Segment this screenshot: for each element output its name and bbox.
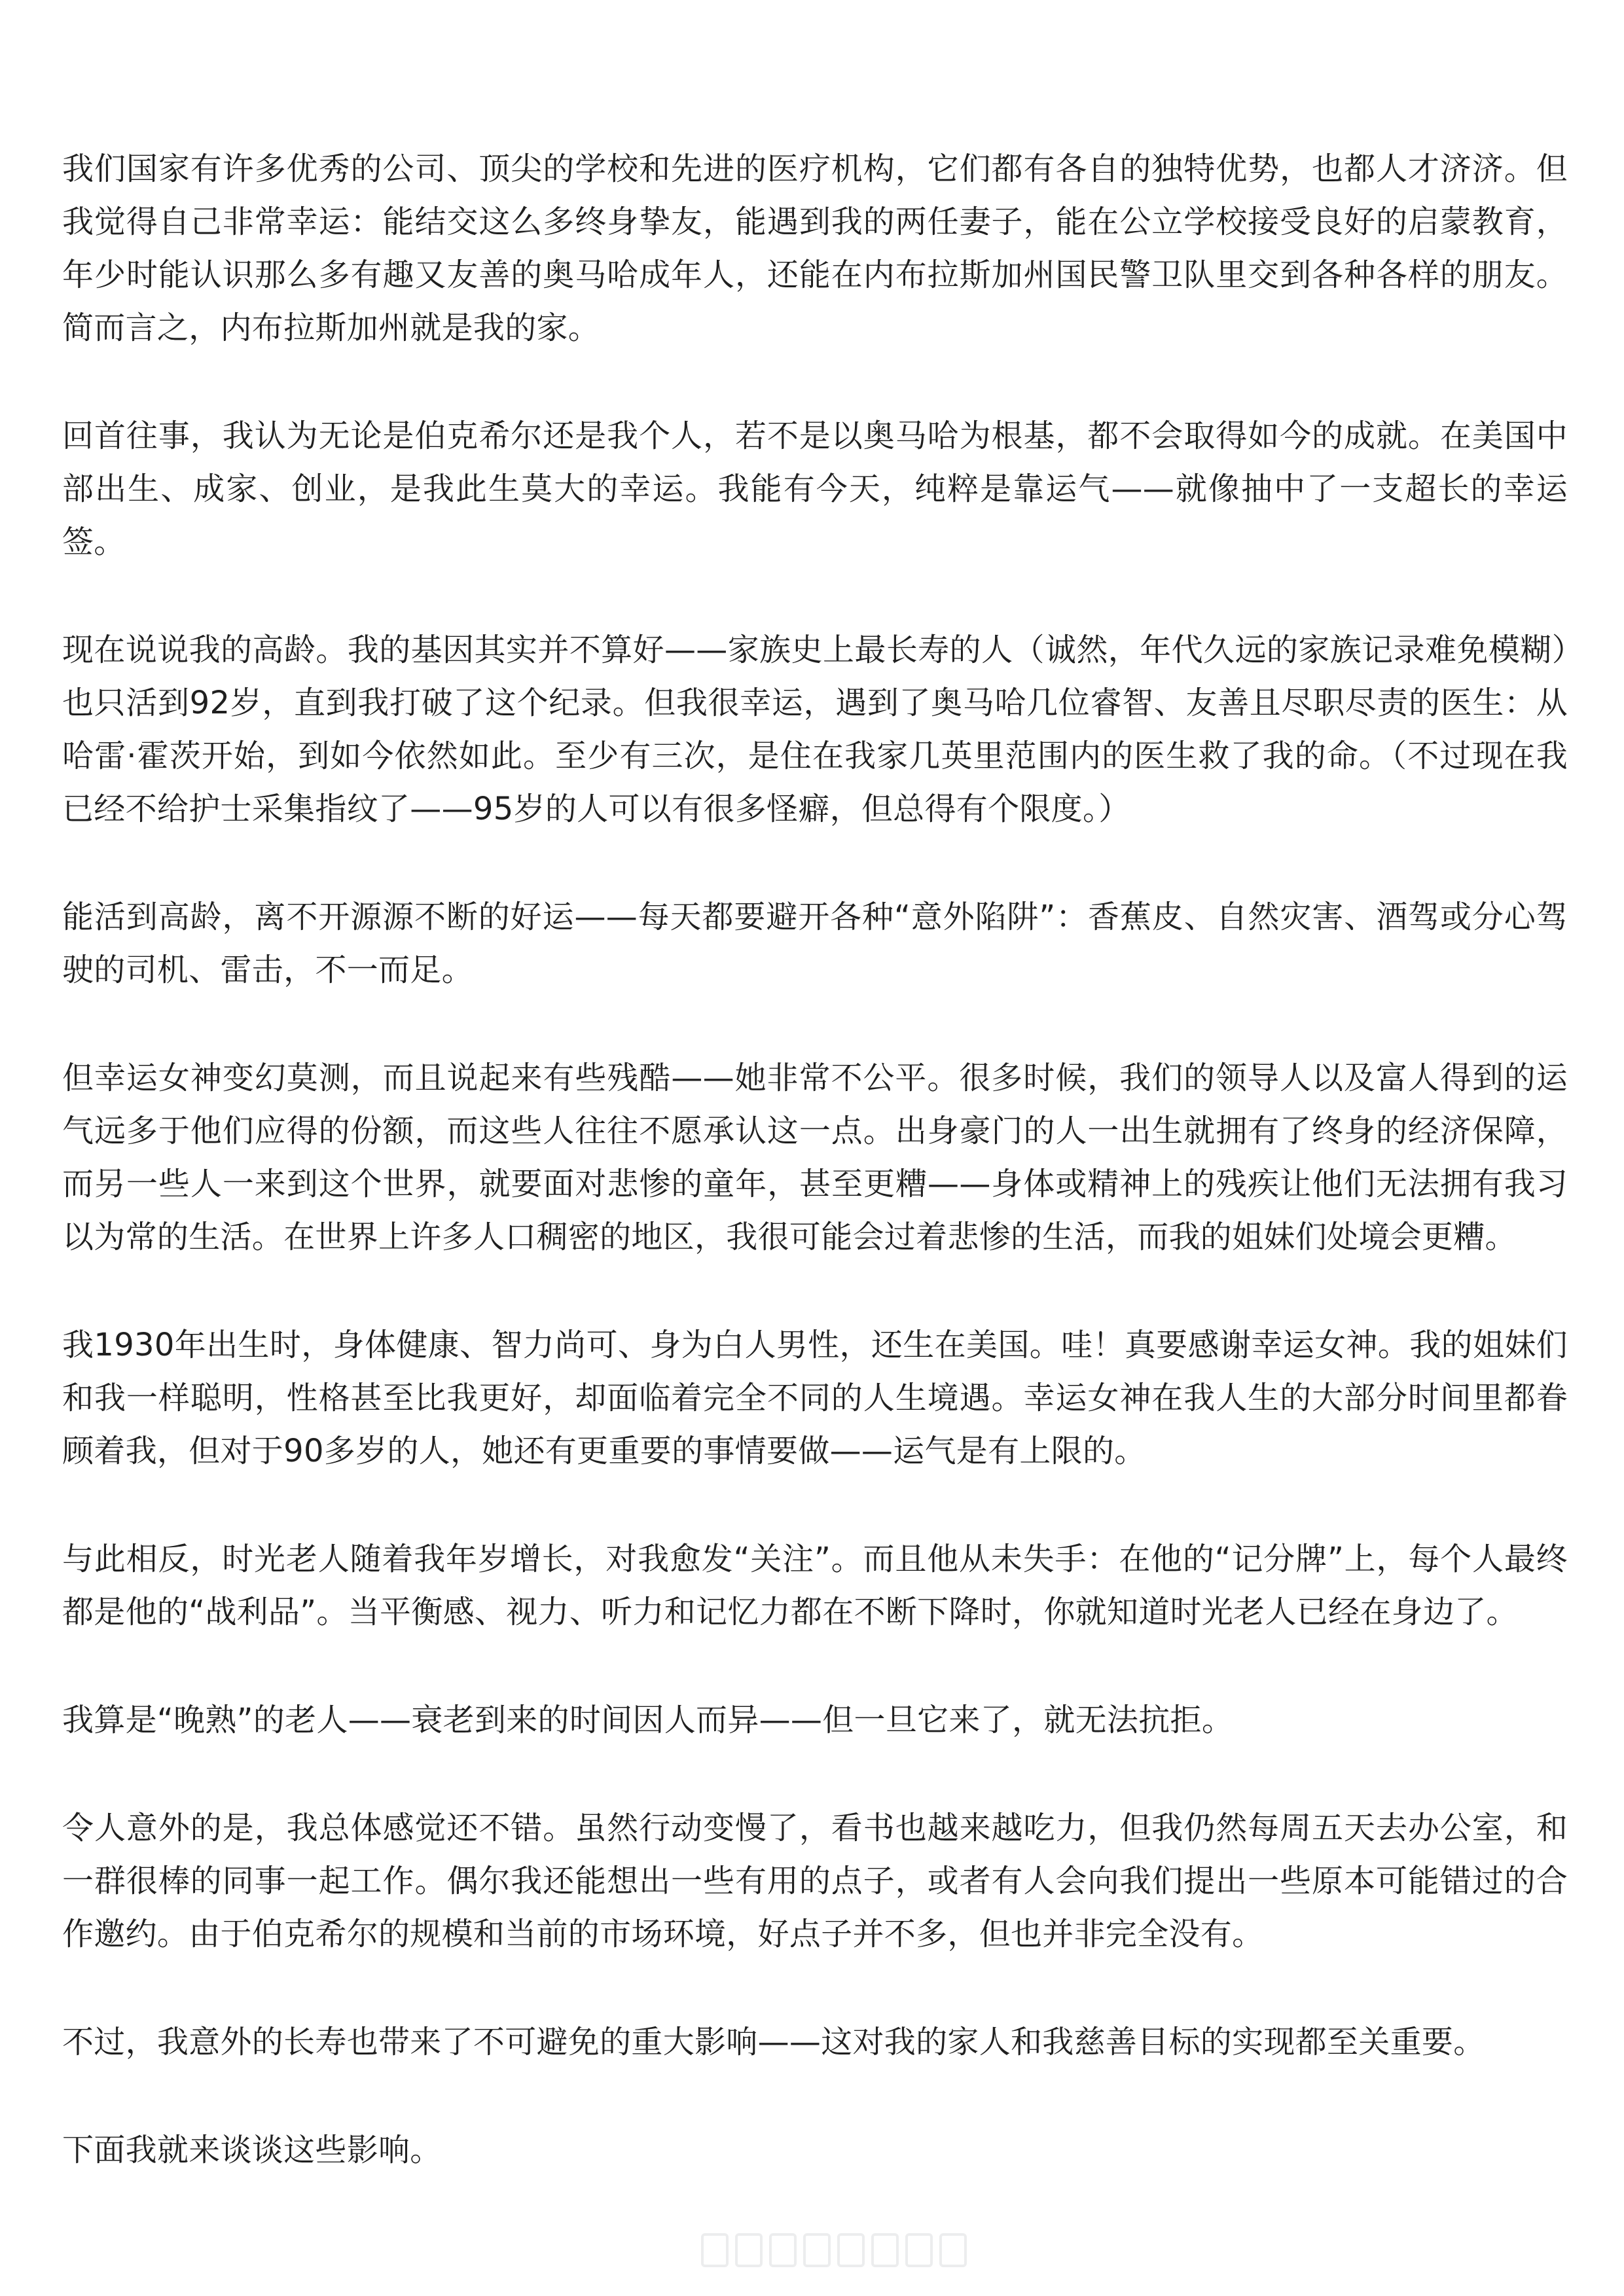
paragraph-10: 不过，我意外的长寿也带来了不可避免的重大影响——这对我的家人和我慈善目标的实现都至关重要。: [62, 2024, 1485, 2060]
paragraph-1: 我们国家有许多优秀的公司、顶尖的学校和先进的医疗机构，它们都有各自的独特优势，也都人才济济。但我觉得自己非常幸运：能结交这么多终身挚友，能遇到我的两任妻子，能在公立学校接受良好的启蒙教育，年少时能认识那么多有趣又友善的奥马哈成年人，还能在内布拉斯加州国民警卫队里交到各种各样的朋友。简而言之，内布拉斯加州就是我的家。: [62, 151, 1568, 346]
paragraph-3: 现在说说我的高龄。我的基因其实并不算好——家族史上最长寿的人（诚然，年代久远的家族记录难免模糊）也只活到92岁，直到我打破了这个纪录。但我很幸运，遇到了奥马哈几位睿智、友善且尽职尽责的医生：从哈雷·霍茨开始，到如今依然如此。至少有三次，是住在我家几英里范围内的医生救了我的命。（不过现在我已经不给护士采集指纹了——95岁的人可以有很多怪癖，但总得有个限度。）: [62, 632, 1568, 827]
paragraph-6: 我1930年出生时，身体健康、智力尚可、身为白人男性，还生在美国。哇！真要感谢幸运女神。我的姐妹们和我一样聪明，性格甚至比我更好，却面临着完全不同的人生境遇。幸运女神在我人生的大部分时间里都眷顾着我，但对于90多岁的人，她还有更重要的事情要做——运气是有上限的。: [62, 1327, 1568, 1469]
paragraph-7: 与此相反，时光老人随着我年岁增长，对我愈发“关注”。而且他从未失手：在他的“记分牌”上，每个人最终都是他的“战利品”。当平衡感、视力、听力和记忆力都在不断下降时，你就知道时光老人已经在身边了。: [62, 1541, 1568, 1630]
paragraph-9: 令人意外的是，我总体感觉还不错。虽然行动变慢了，看书也越来越吃力，但我仍然每周五天去办公室，和一群很棒的同事一起工作。偶尔我还能想出一些有用的点子，或者有人会向我们提出一些原本可能错过的合作邀约。由于伯克希尔的规模和当前的市场环境，好点子并不多，但也并非完全没有。: [62, 1810, 1568, 1952]
paragraph-4: 能活到高龄，离不开源源不断的好运——每天都要避开各种“意外陷阱”：香蕉皮、自然灾害、酒驾或分心驾驶的司机、雷击，不一而足。: [62, 899, 1568, 988]
paragraph-2: 回首往事，我认为无论是伯克希尔还是我个人，若不是以奥马哈为根基，都不会取得如今的成就。在美国中部出生、成家、创业，是我此生莫大的幸运。我能有今天，纯粹是靠运气——就像抽中了一支超长的幸运签。: [62, 418, 1568, 560]
paragraph-11: 下面我就来谈谈这些影响。: [62, 2132, 442, 2168]
paragraph-5: 但幸运女神变幻莫测，而且说起来有些残酷——她非常不公平。很多时候，我们的领导人以及富人得到的运气远多于他们应得的份额，而这些人往往不愿承认这一点。出身豪门的人一出生就拥有了终身的经济保障，而另一些人一来到这个世界，就要面对悲惨的童年，甚至更糟——身体或精神上的残疾让他们无法拥有我习以为常的生活。在世界上许多人口稠密的地区，我很可能会过着悲惨的生活，而我的姐妹们处境会更糟。: [62, 1060, 1568, 1255]
document-body: [62, 143, 1568, 2232]
watermark-logo: [701, 2231, 976, 2270]
paragraph-8: 我算是“晚熟”的老人——衰老到来的时间因人而异——但一旦它来了，就无法抗拒。: [62, 1702, 1234, 1738]
